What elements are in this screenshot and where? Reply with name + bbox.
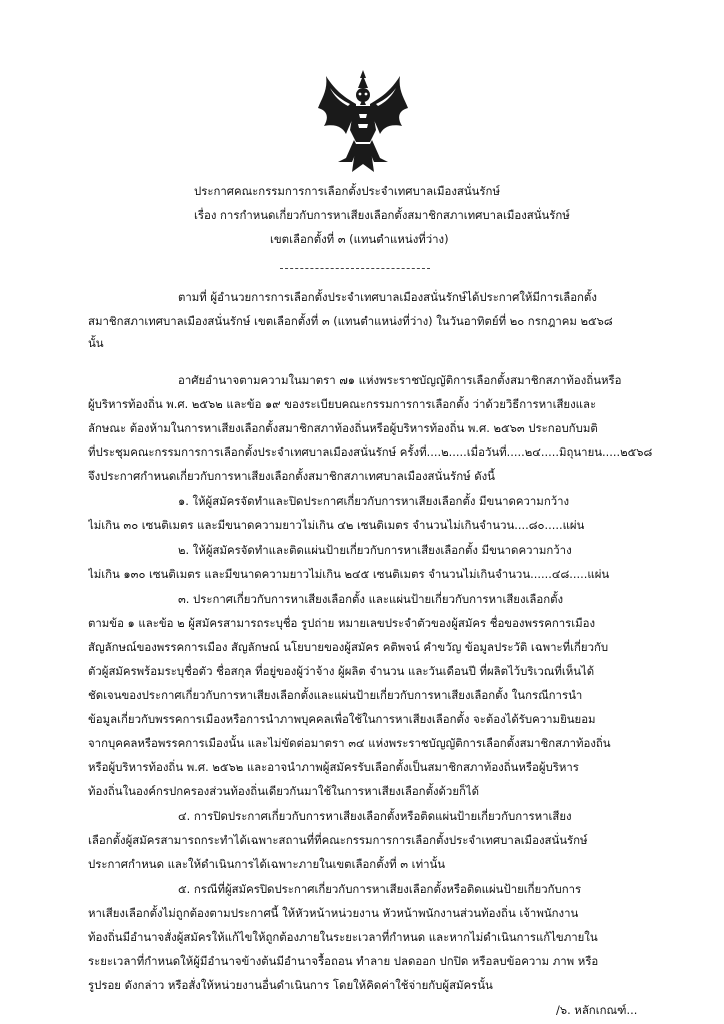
subject-line: เรื่อง การกำหนดเกี่ยวกับการหาเสียงเลือกตั้งสมาชิกสภาเทศบาลเมืองสนั่นรักษ์ xyxy=(194,208,570,222)
body-line: ท้องถิ่นมีอำนาจสั่งผู้สมัครให้แก้ไขให้ถูกต้องภายในระยะเวลาที่กำหนด และหากไม่ดำเนินการแก้ไขภายใน xyxy=(88,930,598,944)
garuda-emblem-icon xyxy=(316,68,410,178)
body-line: ชัดเจนของประกาศเกี่ยวกับการหาเสียงเลือกตั้งและแผ่นป้ายเกี่ยวกับการหาเสียงเลือกตั้ง ในกรณีการนำ xyxy=(88,688,583,702)
body-line: รูปรอย ดังกล่าว หรือสั่งให้หน่วยงานอื่นดำเนินการ โดยให้คิดค่าใช้จ่ายกับผู้สมัครนั้น xyxy=(88,978,493,992)
district-line: เขตเลือกตั้งที่ ๓ (แทนตำแหน่งที่ว่าง) xyxy=(270,232,449,246)
body-line: สมาชิกสภาเทศบาลเมืองสนั่นรักษ์ เขตเลือกตั้งที่ ๓ (แทนตำแหน่งที่ว่าง) ในวันอาทิตย์ที่ ๒๐ กรกฎาคม ๒๕๖๘ xyxy=(88,314,613,328)
body-line: ตามที่ ผู้อำนวยการการเลือกตั้งประจำเทศบาลเมืองสนั่นรักษ์ได้ประกาศให้มีการเลือกตั้ง xyxy=(178,290,597,304)
announcement-title: ประกาศคณะกรรมการการเลือกตั้งประจำเทศบาลเมืองสนั่นรักษ์ xyxy=(194,184,500,198)
body-line: สัญลักษณ์ของพรรคการเมือง สัญลักษณ์ นโยบายของผู้สมัคร คติพจน์ คำขวัญ ข้อมูลประวัติ เฉพาะที่เกี่ยวกับ xyxy=(88,640,609,654)
body-line: เลือกตั้งผู้สมัครสามารถกระทำได้เฉพาะสถานที่ที่คณะกรรมการการเลือกตั้งประจำเทศบาลเมืองสนั่นรักษ์ xyxy=(88,833,588,847)
body-line: ไม่เกิน ๓๐ เซนติเมตร และมีขนาดความยาวไม่เกิน ๔๒ เซนติเมตร จำนวนไม่เกินจำนวน....๘๐.....แผ่น xyxy=(88,518,585,532)
body-line: จากบุคคลหรือพรรคการเมืองนั้น และไม่ขัดต่อมาตรา ๓๔ แห่งพระราชบัญญัติการเลือกตั้งสมาชิกสภาท้องถิ่น xyxy=(88,736,611,750)
clause-5: ๕. กรณีที่ผู้สมัครปิดประกาศเกี่ยวกับการหาเสียงเลือกตั้งหรือติดแผ่นป้ายเกี่ยวกับการ xyxy=(178,882,582,896)
body-line: ตามข้อ ๑ และข้อ ๒ ผู้สมัครสามารถระบุชื่อ รูปถ่าย หมายเลขประจำตัวของผู้สมัคร ชื่อของพรรคการเมือง xyxy=(88,616,596,630)
body-line: หรือผู้บริหารท้องถิ่น พ.ศ. ๒๕๖๒ และอาจนำภาพผู้สมัครรับเลือกตั้งเป็นสมาชิกสภาท้องถิ่นหรือผู้บริหาร xyxy=(88,760,579,774)
body-line: ประกาศกำหนด และให้ดำเนินการได้เฉพาะภายในเขตเลือกตั้งที่ ๓ เท่านั้น xyxy=(88,857,446,871)
body-line: นั้น xyxy=(88,336,104,350)
body-line: หาเสียงเลือกตั้งไม่ถูกต้องตามประกาศนี้ ให้หัวหน้าหน่วยงาน หัวหน้าพนักงานส่วนท้องถิ่น เจ้าพนักงาน xyxy=(88,906,579,920)
body-line: ข้อมูลเกี่ยวกับพรรคการเมืองหรือการนำภาพบุคคลเพื่อใช้ในการหาเสียงเลือกตั้ง จะต้องได้รับความยินยอม xyxy=(88,712,596,726)
body-line: ลักษณะ ต้องห้ามในการหาเสียงเลือกตั้งสมาชิกสภาท้องถิ่นหรือผู้บริหารท้องถิ่น พ.ศ. ๒๕๖๓ ประกอบกับมติ xyxy=(88,421,598,435)
body-line: ผู้บริหารท้องถิ่น พ.ศ. ๒๕๖๒ และข้อ ๑๙ ของระเบียบคณะกรรมการการเลือกตั้ง ว่าด้วยวิธีการหาเสียงและ xyxy=(88,397,597,411)
body-line: จึงประกาศกำหนดเกี่ยวกับการหาเสียงเลือกตั้งสมาชิกสภาเทศบาลเมืองสนั่นรักษ์ ดังนี้ xyxy=(88,469,495,483)
body-line: อาศัยอำนาจตามความในมาตรา ๗๑ แห่งพระราชบัญญัติการเลือกตั้งสมาชิกสภาท้องถิ่นหรือ xyxy=(178,373,622,387)
clause-2: ๒. ให้ผู้สมัครจัดทำและติดแผ่นป้ายเกี่ยวกับการหาเสียงเลือกตั้ง มีขนาดความกว้าง xyxy=(178,543,572,557)
continuation-marker: /๖. หลักเกณฑ์... xyxy=(556,1003,638,1017)
clause-4: ๔. การปิดประกาศเกี่ยวกับการหาเสียงเลือกตั้งหรือติดแผ่นป้ายเกี่ยวกับการหาเสียง xyxy=(178,809,572,823)
body-line: ไม่เกิน ๑๓๐ เซนติเมตร และมีขนาดความยาวไม่เกิน ๒๔๕ เซนติเมตร จำนวนไม่เกินจำนวน......๔๘.....แผ่น xyxy=(88,567,610,581)
body-line: ที่ประชุมคณะกรรมการการเลือกตั้งประจำเทศบาลเมืองสนั่นรักษ์ ครั้งที่....๒.....เมื่อวันที่.....๒๔.....มิถุนายน.....๒๕๖๘ xyxy=(88,445,653,459)
body-line: ท้องถิ่นในองค์กรปกครองส่วนท้องถิ่นเดียวกันมาใช้ในการหาเสียงเลือกตั้งด้วยก็ได้ xyxy=(88,784,480,798)
clause-3: ๓. ประกาศเกี่ยวกับการหาเสียงเลือกตั้ง และแผ่นป้ายเกี่ยวกับการหาเสียงเลือกตั้ง xyxy=(178,592,564,606)
body-line: ระยะเวลาที่กำหนดให้ผู้มีอำนาจข้างต้นมีอำนาจรื้อถอน ทำลาย ปลดออก ปกปิด หรือลบข้อความ ภาพ หรือ xyxy=(88,954,599,968)
header-divider xyxy=(280,268,430,269)
clause-1: ๑. ให้ผู้สมัครจัดทำและปิดประกาศเกี่ยวกับการหาเสียงเลือกตั้ง มีขนาดความกว้าง xyxy=(178,494,570,508)
body-line: ตัวผู้สมัครพร้อมระบุชื่อตัว ชื่อสกุล ที่อยู่ของผู้ว่าจ้าง ผู้ผลิต จำนวน และวันเดือนปี ที่ผลิตไว้บริเวณที่เห็นได้ xyxy=(88,664,595,678)
